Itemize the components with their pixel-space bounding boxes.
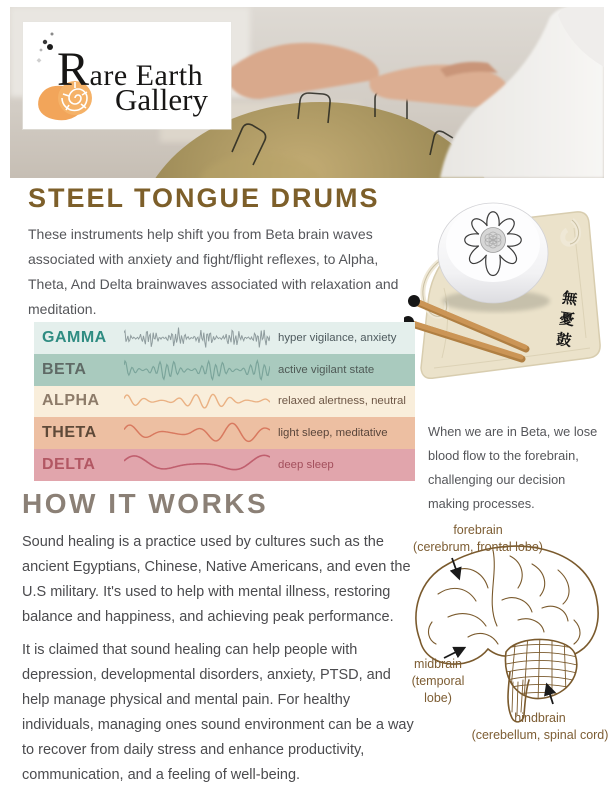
- hindbrain-label: [460, 710, 612, 744]
- forebrain-detail: (cerebrum, frontal lobe): [413, 539, 543, 554]
- band-description: light sleep, meditative: [278, 427, 388, 440]
- band-label: DELTA: [42, 456, 96, 474]
- band-description: hyper vigilance, anxiety: [278, 331, 397, 344]
- wave-row-theta: [34, 417, 415, 449]
- hindbrain-name: hindbrain: [514, 711, 566, 725]
- logo-name-line2: Gallery: [115, 82, 208, 117]
- page-title: STEEL TONGUE DRUMS: [28, 183, 380, 213]
- band-label: ALPHA: [42, 392, 100, 410]
- beta-side-note: When we are in Beta, we lose blood flow to the forebrain, challenging our decision making processes.: [428, 424, 598, 512]
- midbrain-detail: (temporal lobe): [411, 673, 465, 705]
- band-label: GAMMA: [42, 328, 107, 346]
- sparkle-dots-icon: [37, 33, 54, 63]
- logo-box: [23, 22, 231, 129]
- band-description: deep sleep: [278, 459, 334, 472]
- forebrain-label: [403, 522, 553, 556]
- product-photo-drum-bag: [404, 198, 606, 398]
- alpha-wave-icon: [124, 386, 270, 416]
- intro-paragraph: These instruments help shift you from Beta brain waves associated with anxiety and fight/flight reflexes, to Alpha, Theta, And Delta brainwaves associated with relaxation and meditation.: [28, 226, 399, 317]
- theta-wave-icon: [124, 418, 270, 448]
- band-description: active vigilant state: [278, 363, 375, 376]
- brainwave-chart: [34, 322, 415, 481]
- band-label: THETA: [42, 424, 97, 442]
- bag-calligraphy-text: 無憂鼓: [552, 288, 580, 354]
- wave-row-alpha: [34, 386, 415, 418]
- how-it-works-paragraph-2: It is claimed that sound healing can help people with depression, developmental disorders, anxiety, PTSD, and help manage physical and mental pain. For healthy individuals, managing ones sound environment can be a way to recover from daily stress and enhance productivity, communication, and a feeling of well-being.: [22, 642, 414, 784]
- hindbrain-detail: (cerebellum, spinal cord): [471, 727, 609, 742]
- header-photo-drum-hands: [10, 7, 604, 178]
- forebrain-name: forebrain: [453, 523, 503, 537]
- beta-wave-icon: [124, 355, 270, 385]
- gamma-wave-icon: [124, 323, 270, 353]
- midbrain-name: midbrain: [414, 657, 462, 671]
- wave-row-gamma: [34, 322, 415, 354]
- delta-wave-icon: [124, 450, 270, 480]
- midbrain-label: [398, 656, 478, 707]
- how-it-works-paragraph-1: Sound healing is a practice used by cultures such as the ancient Egyptians, Chinese, Native Americans, and even the U.S military. It's used to help with mental illness, restoring balance and happiness, and achieving peak performance.: [22, 534, 411, 626]
- logo-name-line1: Rare Earth: [57, 43, 204, 96]
- how-it-works-heading: HOW IT WORKS: [22, 488, 269, 519]
- wave-row-delta: [34, 449, 415, 481]
- band-label: BETA: [42, 360, 87, 378]
- wave-row-beta: [34, 354, 415, 386]
- brain-diagram: [398, 522, 610, 774]
- band-description: relaxed alertness, neutral: [278, 395, 406, 408]
